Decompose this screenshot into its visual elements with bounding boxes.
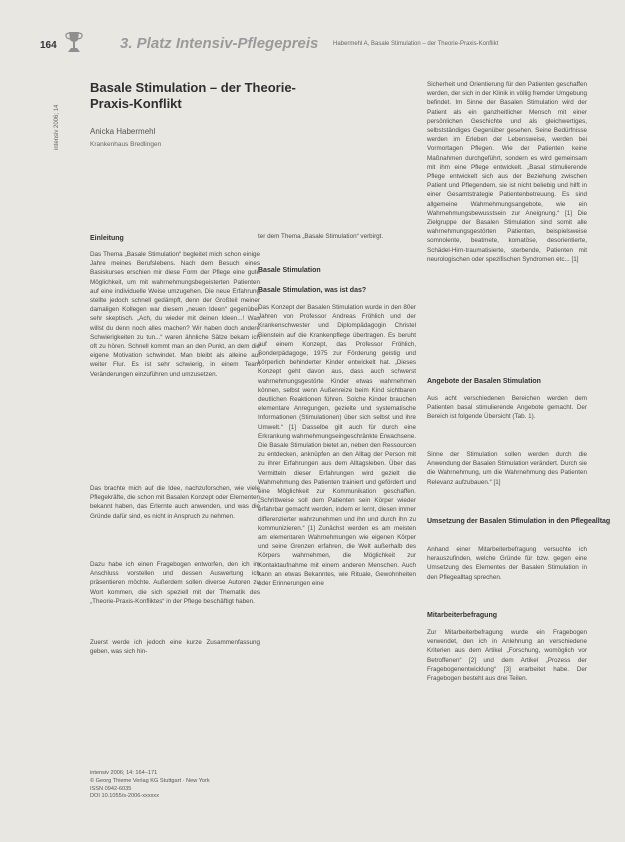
trophy-logo-icon xyxy=(63,30,85,54)
heading-was-ist-das: Basale Stimulation, was ist das? xyxy=(258,287,367,294)
paragraph: Aus acht verschiedenen Bereichen werden dem Patienten basal stimulierende Angebote gemacht. Der Bereich ist folgende Übersicht (Tab. 1). xyxy=(427,395,587,421)
paragraph: Sicherheit und Orientierung für den Patienten geschaffen werden, der sich in der Klinik in völlig fremder Umgebung befindet. Im Sinne der Basalen Stimulation wird der Patient als ein ganzheitlicher Mensch mit einer persönlichen Geschichte und als gleichwertiges, selbstständiges Gegenüber gesehen. Seine Bedürfnisse werden im Erleben der Lebensweise, werden bei Vormortagen Pflegen. Wie der Patienten keine Maßnahmen durchgeführt, sondern es wird gemeinsam mit ihm eine Pflege entwickelt. „Basal stimulierende Pflege entwickelt sich aus der Beziehung zwischen Patient und Pflegendem, sie ist nicht beliebig und hilft in einer Gesamtstrategie Patientenbetreuung. Es sind allgemeine Wahrnehmungsangebote, wie ein Wahrnehmungsbewusstsein zur Aneignung.“ [1] Die Zielgruppe der Basalen Stimulation sind somit alle wahrnehmungsgestörten Patienten, beispielsweise somnolente, beatmete, komatöse, desorientierte, Schädel-Hirn-traumatisierte, sterbende, Patienten mit neurologischen oder spezifischen Syndromen etc... [1] xyxy=(427,81,587,263)
journal-citation-vertical: intensiv 2006; 14 xyxy=(54,104,60,150)
article-author: Anicka Habermehl xyxy=(90,127,156,136)
article-title: Basale Stimulation – der Theorie-Praxis-Konflikt xyxy=(90,80,296,111)
paragraph: Zuerst werde ich jedoch eine kurze Zusammenfassung geben, was sich hin- xyxy=(90,639,260,656)
heading-mitarbeiterbefragung: Mitarbeiterbefragung xyxy=(427,612,498,619)
paragraph: Dazu habe ich einen Fragebogen entworfen, den ich im Anschluss vorstellen und dessen Auswertung ich präsentieren möchte. Außerdem sollen diverse Autoren zu Wort kommen, die sich speziell mit der Thematik des „Theorie-Praxis-Konfliktes“ in der Pflege beschäftigt haben. xyxy=(90,561,260,605)
running-head: Habermehl A, Basale Stimulation – der Theorie-Praxis-Konflikt xyxy=(333,41,499,47)
page-number: 164 xyxy=(40,40,57,51)
paragraph: Sinne der Stimulation sollen werden durch die Anwendung der Basalen Stimulation verändert. Durch sie die Wahrnehmung, um die Wahrnehmung des Patienten Relevanz aufzubauen.“ [1] xyxy=(427,451,587,486)
paragraph: ter dem Thema „Basale Stimulation“ verbirgt. xyxy=(258,233,384,240)
paragraph: Das Konzept der Basalen Stimulation wurde in den 80er Jahren von Professor Andreas Fröhlich und der Krankenschwester und Diplompädagogin Christel Bienstein auf die Krankenpflege übertragen. Es beruht auf einem Konzept, das Professor Fröhlich, Sonderpädagoge, 1975 zur Förderung geistig und körperlich behinderter Kinder entwickelt hat. „Dieses Konzept geht davon aus, dass auch schwerst wahrnehmungsgestörte Kinder etwas wahrnehmen können, selbst wenn Außenreize beim Kind sichtbaren deutlichen Reaktionen führen. Solche Kinder brauchen elementare Anregungen, gezielte und systematische Informationen (Stimulationen) über sich selbst und ihre Umwelt.“ [1] Dasselbe gilt auch für durch eine Erkrankung wahrnehmungseingeschränkte Erwachsene. Die Basale Stimulation bietet an, neben den Ressourcen zu entdecken, anknüpfen an den Alltag der Person mit zu ihrer Erfahrungen aus dem Alltagsleben. Über das Vermitteln dieser Erfahrungen wird gezielt die Wahrnehmung des Patienten trainiert und gefördert und eine Möglichkeit zur Kommunikation geschaffen. „Schrittweise soll dem Patienten sein Körper wieder erfahrbar gemacht werden, indem er lernt, diesen immer differenzierter wahrzunehmen und ihn und durch ihn zu kommunizieren.“ [1] Zunächst werden es am meisten am elementaren Wahrnehmungen wie eigenen Körper und seine Grenzen erfahren, die Welt außerhalb des Körpers wahrnehmen, die Möglichkeit zur Kontaktaufnahme mit einem anderen Menschen. Auch kann an etwas Bekanntes, wie Rituale, Gewohnheiten oder Erinnerungen eine xyxy=(258,304,416,588)
publication-footer: intensiv 2006; 14: 164–171 © Georg Thieme Verlag KG Stuttgart · New York ISSN 0942-6035 DOI 10.1055/s-2006-xxxxxx xyxy=(90,770,210,800)
paragraph: Das Thema „Basale Stimulation“ begleitet mich schon einige Jahre meines Berufslebens. Nach dem Besuch eines Basiskurses erschien mir diese Form der Pflege eine gute Möglichkeit, um mit wahrnehmungsbegeisterten Patienten auf eine individuelle Weise umzugehen. Die neue Erfahrung stellte jedoch schnell gedämpft, denn der Großteil meiner damaligen Kollegen war diesem „neuen Ideen“ gegenüber sehr skeptisch. „Ach, du wieder mit deinen Ideen...! Was willst du denn noch alles machen? Wir haben doch andere Schwierigkeiten zu tun...“ waren ähnliche Sätze bekam ich oft zu hören. Schnell kommt man an den Punkt, an dem die eigene Motivation schwindet. Man bleibt als alleine auf weiter Flur. Es ist sehr schwierig, in einem Team Veränderungen einzuführen und umzusetzen. xyxy=(90,251,260,378)
paragraph: Anhand einer Mitarbeiterbefragung versuchte ich herauszufinden, welche Gründe für bzw. gegen eine Umsetzung des Elementes der Basalen Stimulation in den Pflegealltag sprechen. xyxy=(427,546,587,581)
paragraph: Zur Mitarbeiterbefragung wurde ein Fragebogen verwendet, den ich in Anlehnung an verschiedene Kriterien aus dem Artikel „Forschung, womöglich vor Betroffenen“ [2] und dem Artikel „Prozess der Fragebogenentwicklung“ [3] erarbeitet habe. Der Fragebogen besteht aus drei Teilen. xyxy=(427,629,587,683)
paragraph: Das brachte mich auf die Idee, nachzuforschen, wie viele Pflegekräfte, die schon mit Basalen Konzept oder Elementen bekannt haben, das Erlernte auch anwenden, und was die Gründe dafür sind, es nicht in Anspruch zu nehmen. xyxy=(90,485,260,520)
heading-angebote: Angebote der Basalen Stimulation xyxy=(427,378,541,385)
heading-umsetzung: Umsetzung der Basalen Stimulation in den Pflegealltag xyxy=(427,518,611,525)
heading-einleitung: Einleitung xyxy=(90,235,124,242)
section-header-title: 3. Platz Intensiv-Pflegepreis xyxy=(120,35,319,52)
heading-basale-stimulation: Basale Stimulation xyxy=(258,267,321,274)
article-affiliation: Krankenhaus Bredlingen xyxy=(90,141,162,148)
